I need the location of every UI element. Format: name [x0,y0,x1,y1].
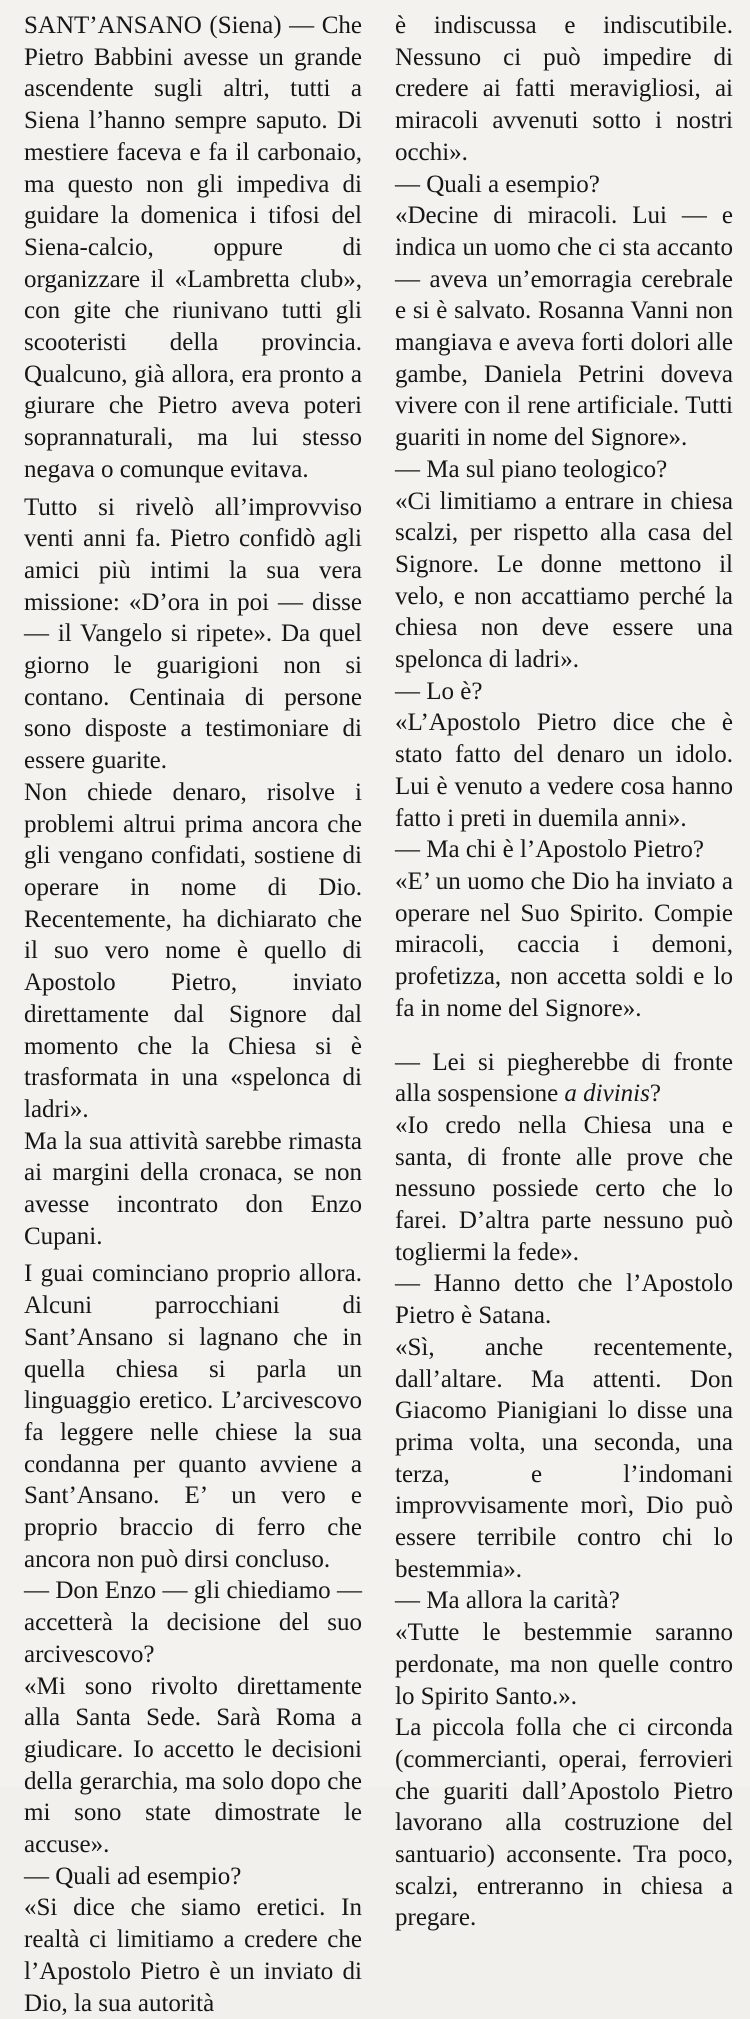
article-paragraph: Tutto si rivelò all’improvviso venti anni fa. Pietro confidò agli amici più intimi la sua vera missione: «D’ora in poi — disse — il Vangelo si ripete». Da quel giorno le guarigioni non si contano. Centinaia di persone sono disposte a testimoniare di essere guarite. [24,493,362,775]
interview-answer: «E’ un uomo che Dio ha inviato a operare nel Suo Spirito. Compie miracoli, caccia i demoni, profetizza, non accetta soldi e lo fa in nome del Signore». [395,867,733,1022]
interview-answer: «Sì, anche recentemente, dall’altare. Ma attenti. Don Giacomo Pianigiani lo disse una prima volta, una seconda, una terza, e l’indomani improvvisamente morì, Dio può essere terribile contro chi lo bestemmia». [395,1333,733,1583]
question-text: — Lei si piegherebbe di fronte alla sospensione [395,1048,733,1108]
interview-answer: «L’Apostolo Pietro dice che è stato fatto del denaro un idolo. Lui è venuto a vedere cosa hanno fatto i preti in duemila anni». [395,709,733,832]
interview-answer: «Decine di miracoli. Lui — e indica un uomo che ci sta accanto — aveva un’emorragia cerebrale e si è salvato. Rosanna Vanni non mangiava e aveva forti dolori alle gambe, Daniela Petrini doveva vivere con il rene artificiale. Tutti guariti in nome del Signore». [395,202,733,452]
article-paragraph: I guai cominciano proprio allora. Alcuni parrocchiani di Sant’Ansano si lagnano che in quella chiesa si parla un linguaggio eretico. L’arcivescovo fa leggere nelle chiese la sua condanna per quanto avviene a Sant’Ansano. E’ un vero e proprio braccio di ferro che ancora non può dirsi concluso. [24,1260,362,1573]
interview-answer: «Tutte le bestemmie saranno perdonate, ma non quelle contro lo Spirito Santo.». [395,1619,733,1710]
interview-question: — Don Enzo — gli chiediamo — accetterà la decisione del suo arcivescovo? [24,1577,362,1668]
question-mark: ? [649,1080,661,1108]
interview-question: — Ma chi è l’Apostolo Pietro? [395,836,704,864]
interview-question: — Hanno detto che l’Apostolo Pietro è Satana. [395,1270,733,1330]
interview-answer: «Mi sono rivolto direttamente alla Santa Sede. Sarà Roma a giudicare. Io accetto le decisioni della gerarchia, ma solo dopo che mi sono state dimostrate le accuse». [24,1672,362,1859]
italic-term: a divinis [564,1080,650,1108]
interview-answer: «Io credo nella Chiesa una e santa, di fronte alle prove che nessuno possiede certo che lo farei. D’altra parte nessuno può togliermi la fede». [395,1111,733,1266]
interview-question: — Ma allora la carità? [395,1587,620,1615]
article-paragraph: La piccola folla che ci circonda (commercianti, operai, ferrovieri che guariti dall’Apostolo Pietro lavorano alla costruzione del santuario) acconsente. Tra poco, scalzi, entreranno in chiesa a pregare. [395,1714,733,1932]
interview-question: — Quali ad esempio? [24,1862,242,1890]
interview-answer: «Ci limitiamo a entrare in chiesa scalzi, per rispetto alla casa del Signore. Le donne mettono il velo, e non accattiamo perché la chiesa non deve essere una spelonca di ladri». [395,487,733,674]
interview-answer: è indiscussa e indiscutibile. Nessuno ci può impedire di credere ai fatti meravigliosi, ai miracoli avvenuti sotto i nostri occhi». [395,12,733,166]
interview-question: — Lo è? [395,677,483,705]
article-column-right [395,10,733,1934]
article-paragraph: Non chiede denaro, risolve i problemi altrui prima ancora che gli vengano confidati, sostiene di operare in nome di Dio. Recentemente, ha dichiarato che il suo vero nome è quello di Apostolo Pietro, inviato direttamente dal Signore dal momento che la Chiesa si è trasformata in una «spelonca di ladri». [24,778,362,1123]
interview-question: — Quali a esempio? [395,170,600,198]
article-column-left [24,10,362,2019]
interview-answer: «Si dice che siamo eretici. In realtà ci limitiamo a credere che l’Apostolo Pietro è un inviato di Dio, la sua autorità [24,1894,362,2017]
article-paragraph: SANT’ANSANO (Siena) — Che Pietro Babbini avesse un grande ascendente sugli altri, tutti a Siena l’hanno sempre saputo. Di mestiere faceva e fa il carbonaio, ma questo non gli impediva di guidare la domenica i tifosi del Siena-calcio, oppure di organizzare il «Lambretta club», con gite che riunivano tutti gli scooteristi della provincia. Qualcuno, già allora, era pronto a giurare che Pietro aveva poteri soprannaturali, ma lui stesso negava o comunque evitava. [24,12,362,483]
article-paragraph: Ma la sua attività sarebbe rimasta ai margini della cronaca, se non avesse incontrato don Enzo Cupani. [24,1127,362,1250]
interview-question: — Ma sul piano teologico? [395,455,668,483]
interview-question [395,1047,733,1110]
